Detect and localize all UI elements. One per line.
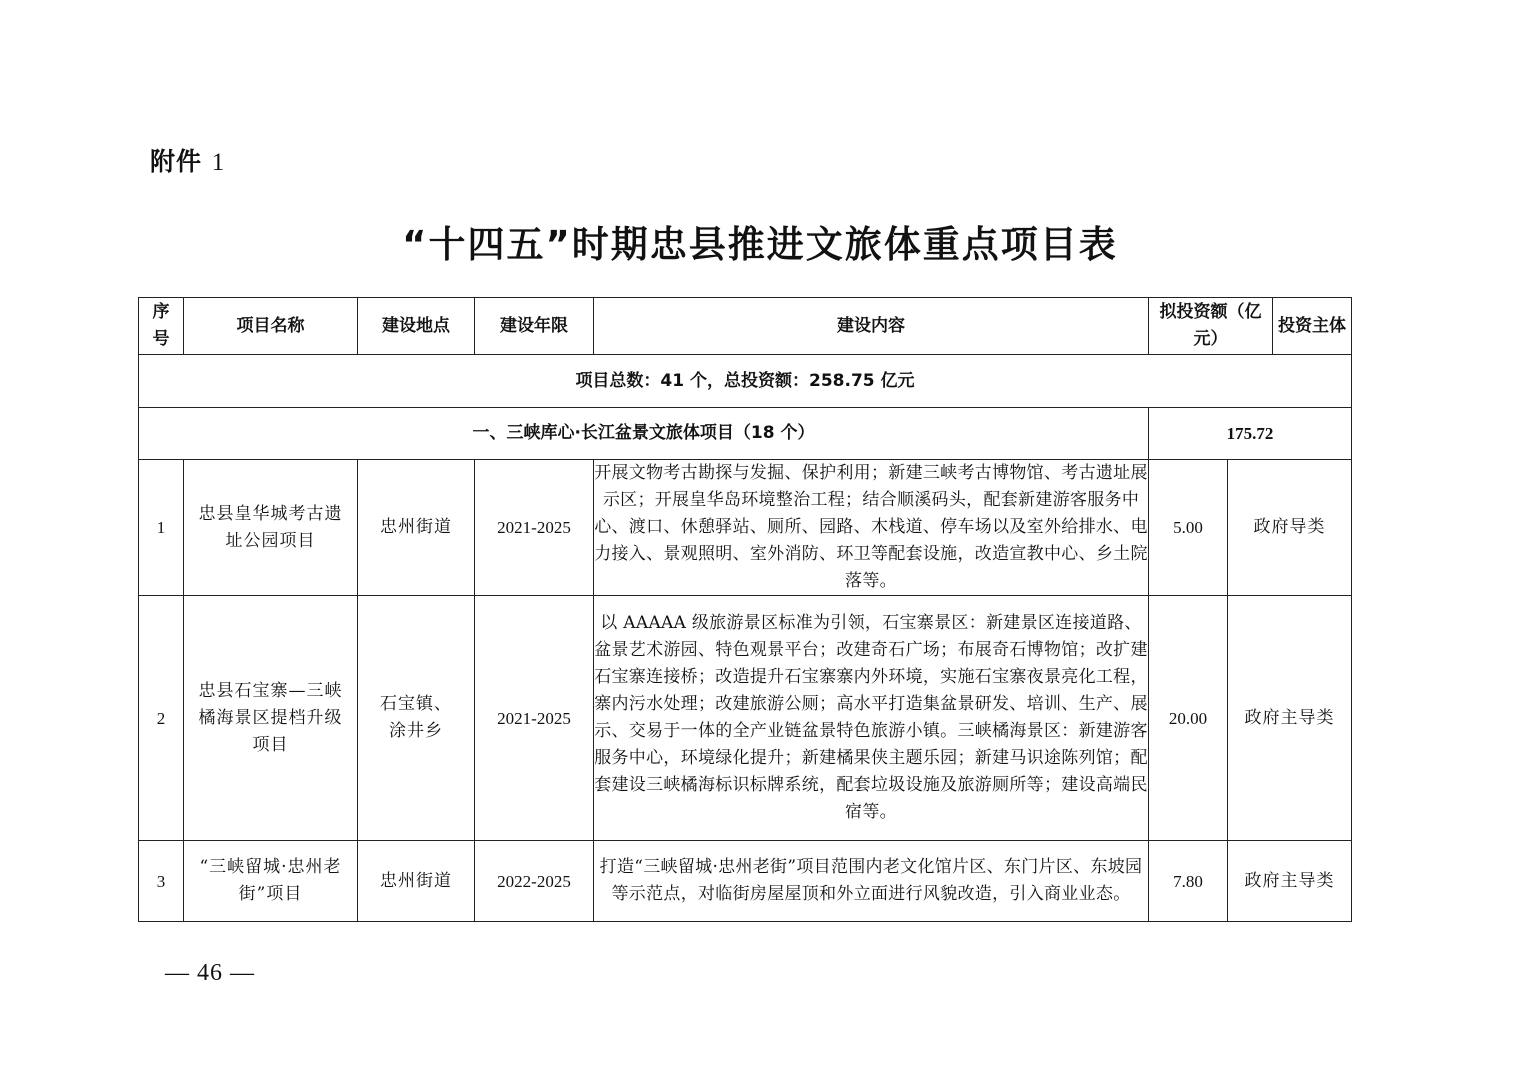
header-investment-group (1149, 298, 1352, 355)
header-period: 建设年限 (475, 298, 594, 355)
table-row (139, 460, 1352, 596)
row-location: 石宝镇、涂井乡 (358, 596, 475, 841)
row-period: 2022-2025 (475, 841, 594, 922)
row-location: 忠州街道 (358, 841, 475, 922)
table-row (139, 841, 1352, 922)
row-content: 以 AAAAA 级旅游景区标准为引领，石宝寨景区：新建景区连接道路、盆景艺术游园、特色观景平台；改建奇石广场；布展奇石博物馆；改扩建石宝寨连接桥；改造提升石宝寨寨内外环境，实施石宝寨夜景亮化工程，寨内污水处理；改建旅游公厕；高水平打造集盆景研发、培训、生产、展示、交易于一体的全产业链盆景特色旅游小镇。三峡橘海景区：新建游客服务中心，环境绿化提升；新建橘果侠主题乐园；新建马识途陈列馆；配套建设三峡橘海标识标牌系统，配套垃圾设施及旅游厕所等；建设高端民宿等。 (594, 596, 1149, 841)
attachment-label (150, 142, 225, 178)
row-content: 开展文物考古勘探与发掘、保护利用；新建三峡考古博物馆、考古遗址展示区；开展皇华岛环境整治工程；结合顺溪码头，配套新建游客服务中心、渡口、休憩驿站、厕所、园路、木栈道、停车场以及室外给排水、电力接入、景观照明、室外消防、环卫等配套设施，改造宣教中心、乡土院落等。 (594, 460, 1149, 596)
header-row (139, 298, 1352, 355)
page-number: — 46 — (165, 960, 255, 986)
header-investment: 拟投资额（亿元） (1149, 298, 1273, 354)
row-investment: 5.00 (1149, 460, 1228, 596)
header-seq: 序号 (139, 298, 184, 355)
header-content: 建设内容 (594, 298, 1149, 355)
row-name: “三峡留城·忠州老街”项目 (184, 841, 358, 922)
table-row (139, 596, 1352, 841)
row-investor: 政府导类 (1228, 460, 1352, 596)
row-name: 忠县皇华城考古遗址公园项目 (184, 460, 358, 596)
total-summary: 项目总数：41 个，总投资额：258.75 亿元 (139, 355, 1352, 408)
section-amount: 175.72 (1149, 408, 1352, 460)
project-table (138, 297, 1352, 922)
attachment-label-text: 附件 (150, 147, 203, 176)
section-row (139, 408, 1352, 460)
row-seq: 3 (139, 841, 184, 922)
page-title: “十四五”时期忠县推进文旅体重点项目表 (402, 223, 1118, 266)
row-seq: 1 (139, 460, 184, 596)
row-investor: 政府主导类 (1228, 841, 1352, 922)
total-row (139, 355, 1352, 408)
section-title: 一、三峡库心·长江盆景文旅体项目（18 个） (139, 408, 1149, 460)
row-seq: 2 (139, 596, 184, 841)
row-investor: 政府主导类 (1228, 596, 1352, 841)
row-name: 忠县石宝寨—三峡橘海景区提档升级项目 (184, 596, 358, 841)
attachment-number: 1 (211, 149, 226, 176)
row-investment: 20.00 (1149, 596, 1228, 841)
header-investor: 投资主体 (1278, 315, 1346, 336)
row-investment: 7.80 (1149, 841, 1228, 922)
row-location: 忠州街道 (358, 460, 475, 596)
header-location: 建设地点 (358, 298, 475, 355)
row-period: 2021-2025 (475, 460, 594, 596)
row-period: 2021-2025 (475, 596, 594, 841)
row-content: 打造“三峡留城·忠州老街”项目范围内老文化馆片区、东门片区、东坡园等示范点，对临街房屋屋顶和外立面进行风貌改造，引入商业业态。 (594, 841, 1149, 922)
header-name: 项目名称 (184, 298, 358, 355)
